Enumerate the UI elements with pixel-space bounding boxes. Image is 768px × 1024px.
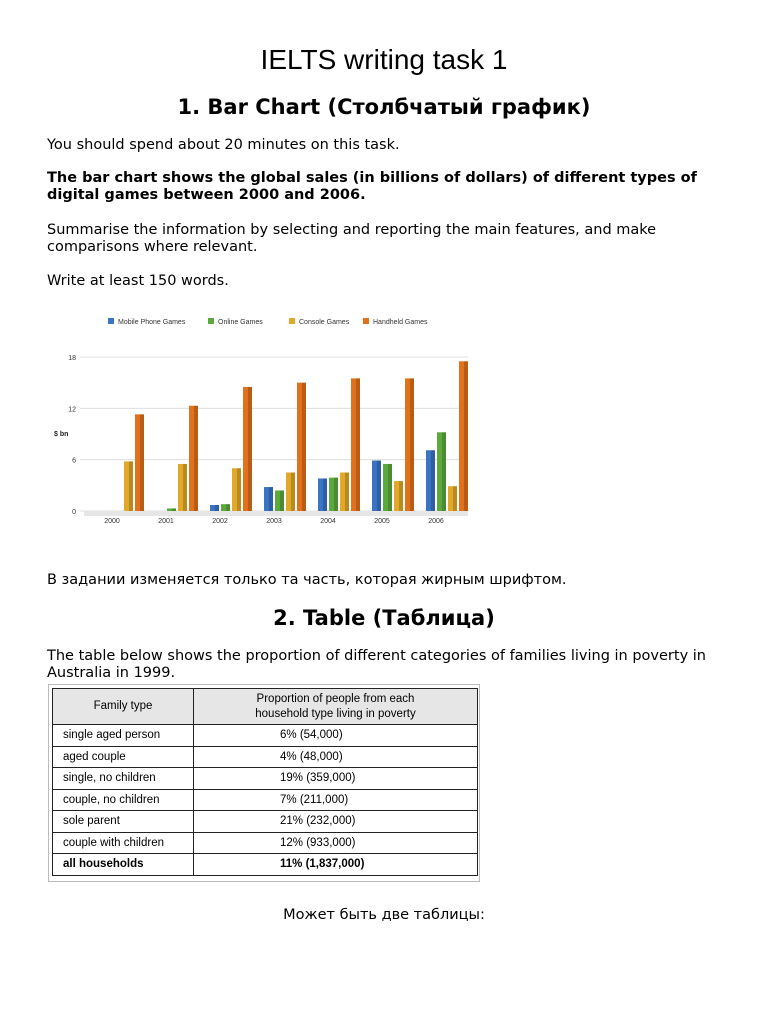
- x-tick-label: 2000: [104, 518, 120, 525]
- bar-shade: [377, 461, 381, 511]
- legend-swatch: [289, 318, 295, 324]
- y-tick-label: 12: [68, 406, 76, 414]
- bar-shade: [280, 490, 284, 511]
- bar-shade: [302, 383, 306, 511]
- task-description: The bar chart shows the global sales (in billions of dollars) of different types of digital games between 2000 and 2006.: [47, 170, 697, 203]
- bar-shade: [345, 473, 349, 512]
- bar-shade: [464, 361, 468, 511]
- poverty-table: [52, 688, 478, 876]
- cell-proportion: 11% (1,837,000): [194, 854, 478, 876]
- chart-legend: [108, 318, 428, 326]
- bar-shade: [442, 432, 446, 511]
- legend-label: Console Games: [299, 319, 350, 326]
- table-total-row: [53, 854, 478, 876]
- bar-shade: [237, 468, 241, 511]
- cell-family-type: all households: [53, 854, 194, 876]
- summarise-instruction: Summarise the information by selecting and reporting the main features, and make comparisons where relevant.: [47, 222, 657, 255]
- y-tick-label: 6: [72, 457, 76, 465]
- chart-bars: [124, 361, 468, 511]
- bar-shade: [248, 387, 252, 511]
- table-row: [53, 725, 478, 747]
- bar-shade: [399, 481, 403, 511]
- header-family-type: Family type: [53, 689, 194, 725]
- document-title: IELTS writing task 1: [260, 44, 508, 75]
- cell-family-type: aged couple: [53, 746, 194, 768]
- cell-family-type: couple with children: [53, 832, 194, 854]
- cell-family-type: sole parent: [53, 811, 194, 833]
- header-proportion: Proportion of people from each household type living in poverty: [194, 689, 478, 725]
- cell-proportion: 7% (211,000): [194, 789, 478, 811]
- y-tick-label: 18: [68, 355, 76, 362]
- table-row: [53, 789, 478, 811]
- bar-shade: [291, 473, 295, 512]
- bar-shade: [269, 487, 273, 511]
- cell-proportion: 21% (232,000): [194, 811, 478, 833]
- table-row: [53, 768, 478, 790]
- cell-family-type: couple, no children: [53, 789, 194, 811]
- bar-shade: [183, 464, 187, 511]
- table-intro-text: The table below shows the proportion of different categories of families living in poverty in Australia in 1999.: [47, 648, 706, 681]
- bar-shade: [388, 464, 392, 511]
- cell-proportion: 19% (359,000): [194, 768, 478, 790]
- legend-swatch: [363, 318, 369, 324]
- cell-proportion: 12% (933,000): [194, 832, 478, 854]
- instruction-text: You should spend about 20 minutes on this task.: [47, 137, 400, 153]
- x-tick-label: 2003: [266, 518, 282, 525]
- bar-shade: [431, 450, 435, 511]
- note-text: В задании изменяется только та часть, которая жирным шрифтом.: [47, 572, 567, 588]
- legend-label: Handheld Games: [373, 319, 428, 326]
- legend-label: Online Games: [218, 319, 263, 326]
- bar-shade: [410, 378, 414, 511]
- chart-floor: [84, 511, 468, 516]
- cell-family-type: single, no children: [53, 768, 194, 790]
- word-count-instruction: Write at least 150 words.: [47, 273, 229, 289]
- x-tick-label: 2005: [374, 518, 390, 525]
- legend-label: Mobile Phone Games: [118, 319, 186, 326]
- bar-shade: [323, 478, 327, 511]
- cell-proportion: 6% (54,000): [194, 725, 478, 747]
- footer-note: Может быть две таблицы:: [283, 907, 485, 923]
- bar-shade: [140, 414, 144, 511]
- y-axis-label: $ bn: [54, 431, 69, 438]
- x-tick-label: 2001: [158, 518, 174, 525]
- legend-swatch: [208, 318, 214, 324]
- bar-shade: [356, 378, 360, 511]
- bar-shade: [194, 406, 198, 511]
- y-tick-label: 0: [72, 509, 76, 516]
- legend-swatch: [108, 318, 114, 324]
- table-row: [53, 832, 478, 854]
- bar-shade: [453, 486, 457, 511]
- cell-family-type: single aged person: [53, 725, 194, 747]
- bar-shade: [129, 461, 133, 511]
- x-tick-label: 2004: [320, 518, 336, 525]
- x-tick-label: 2002: [212, 518, 228, 525]
- x-tick-label: 2006: [428, 518, 444, 525]
- section-heading-bar-chart: 1. Bar Chart (Столбчатый график): [177, 95, 591, 119]
- table-row: [53, 811, 478, 833]
- bar-shade: [334, 478, 338, 511]
- bar-shade: [226, 504, 230, 511]
- cell-proportion: 4% (48,000): [194, 746, 478, 768]
- bar-shade: [215, 505, 219, 511]
- bar-shade: [172, 508, 176, 511]
- table-row: [53, 746, 478, 768]
- bar-chart: [48, 308, 478, 528]
- section-heading-table: 2. Table (Таблица): [273, 606, 495, 630]
- table-header-row: [53, 689, 478, 725]
